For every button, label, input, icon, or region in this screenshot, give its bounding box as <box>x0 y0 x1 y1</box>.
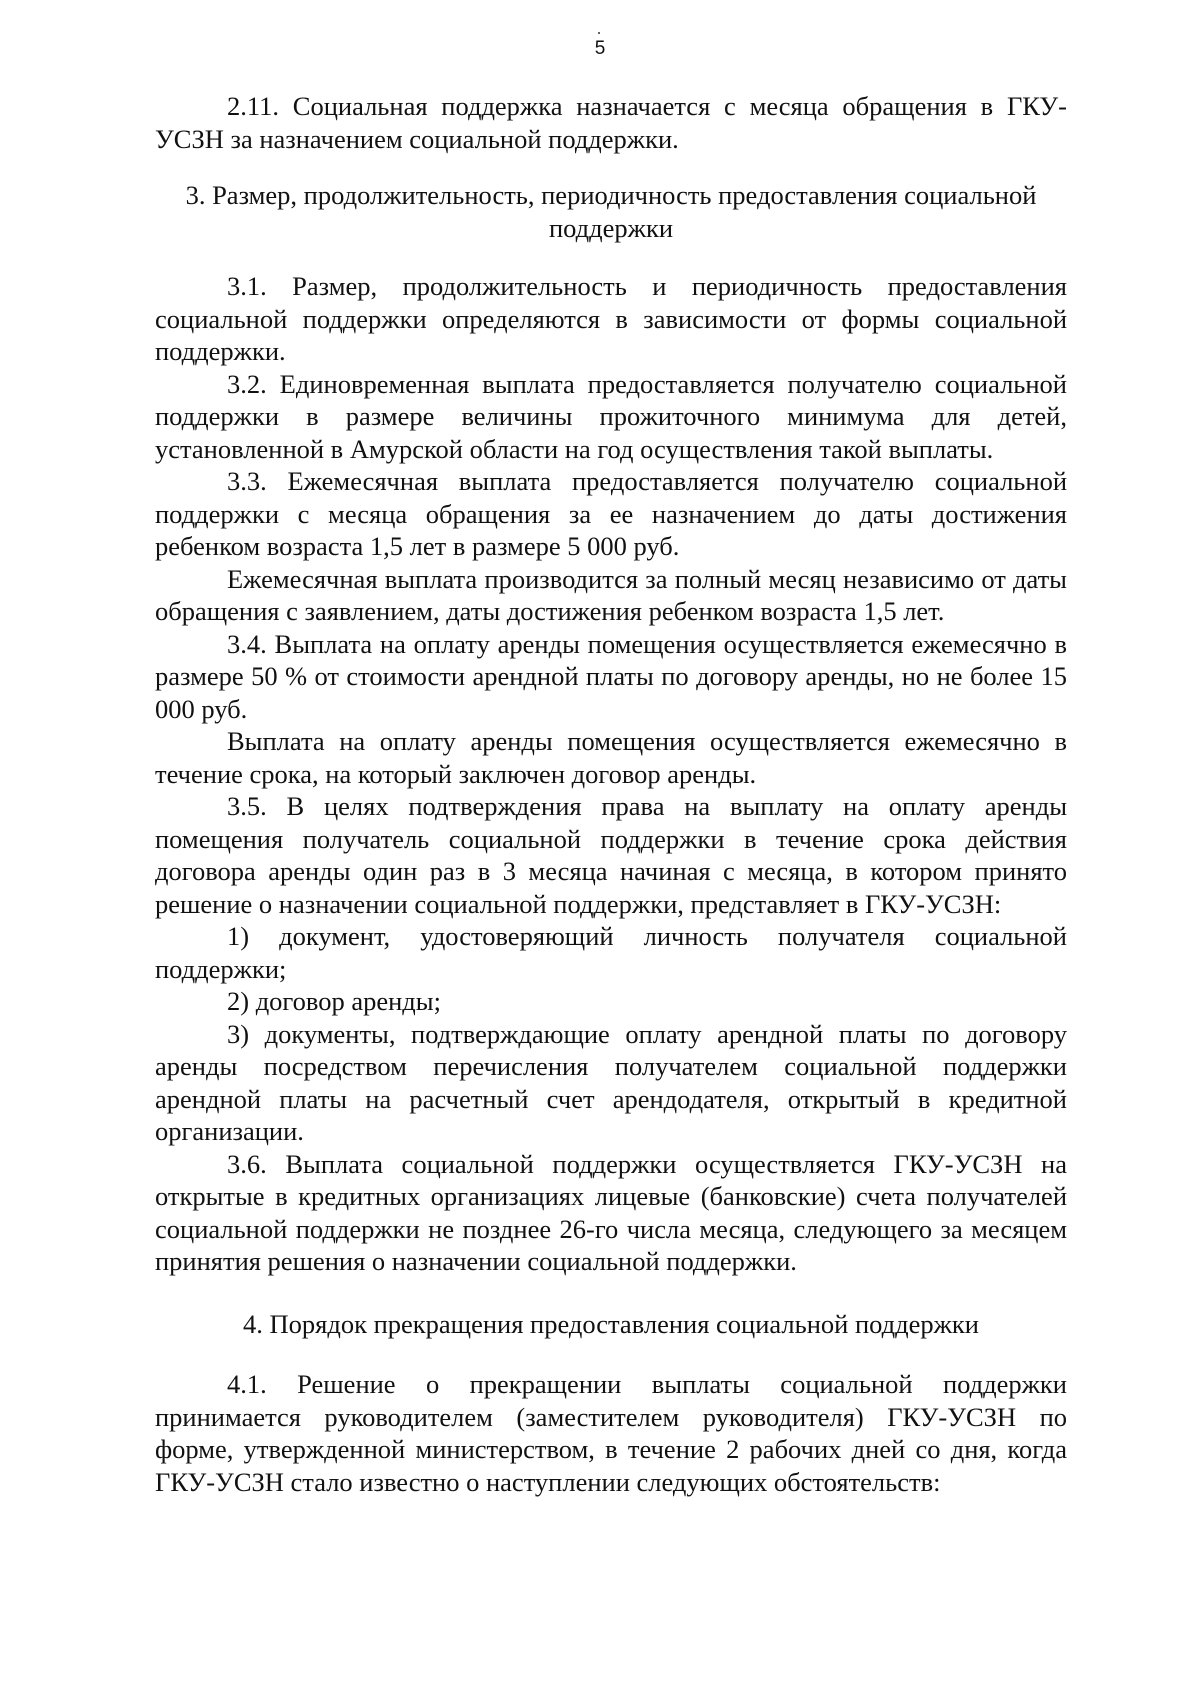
paragraph-3-6: 3.6. Выплата социальной поддержки осуществляется ГКУ-УСЗН на открытые в кредитных организациях лицевые (банковские) счета получателей социальной поддержки не позднее 26-го числа месяца, следующего за месяцем принятия решения о назначении социальной поддержки. <box>155 1148 1067 1276</box>
paragraph-3-5: 3.5. В целях подтверждения права на выплату на оплату аренды помещения получатель социальной поддержки в течение срока действия договора аренды один раз в 3 месяца начиная с месяца, в котором принято решение о назначении социальной поддержки, представляет в ГКУ-УСЗН: <box>155 791 1067 919</box>
paragraph-3-3: 3.3. Ежемесячная выплата предоставляется получателю социальной поддержки с месяца обращения за ее назначением до даты достижения ребенком возраста 1,5 лет в размере 5 000 руб. <box>155 466 1067 561</box>
paragraph-3-4-continued: Выплата на оплату аренды помещения осуществляется ежемесячно в течение срока, на который заключен договор аренды. <box>155 726 1067 789</box>
paragraph-3-4: 3.4. Выплата на оплату аренды помещения осуществляется ежемесячно в размере 50 % от стоимости арендной платы по договору аренды, но не более 15 000 руб. <box>155 628 1067 724</box>
paragraph-3-1: 3.1. Размер, продолжительность и периодичность предоставления социальной поддержки определяются в зависимости от формы социальной поддержки. <box>155 271 1067 366</box>
paragraph-3-2: 3.2. Единовременная выплата предоставляется получателю социальной поддержки в размере величины прожиточного минимума для детей, установленной в Амурской области на год осуществления такой выплаты. <box>155 368 1067 464</box>
section-heading-4: 4. Порядок прекращения предоставления социальной поддержки <box>243 1308 979 1339</box>
document-body <box>155 90 1067 1498</box>
paragraph-3-3-continued: Ежемесячная выплата производится за полный месяц независимо от даты обращения с заявлением, даты достижения ребенком возраста 1,5 лет. <box>155 563 1067 626</box>
list-item-3-5-2: 2) договор аренды; <box>227 986 441 1016</box>
section-heading-3: 3. Размер, продолжительность, периодичность предоставления социальной поддержки <box>185 180 1037 243</box>
paragraph-4-1: 4.1. Решение о прекращении выплаты социальной поддержки принимается руководителем (заместителем руководителя) ГКУ-УСЗН по форме, утвержденной министерством, в течение 2 рабочих дней со дня, когда ГКУ-УСЗН стало известно о наступлении следующих обстоятельств: <box>155 1369 1067 1497</box>
list-item-3-5-3: 3) документы, подтверждающие оплату арендной платы по договору аренды посредством перечисления получателем социальной поддержки арендной платы на расчетный счет арендодателя, открытый в кредитной организации. <box>155 1018 1067 1146</box>
scan-speck <box>598 32 600 34</box>
list-item-3-5-1: 1) документ, удостоверяющий личность получателя социальной поддержки; <box>155 921 1067 984</box>
page-number: 5 <box>594 38 606 59</box>
paragraph-2-11: 2.11. Социальная поддержка назначается с месяца обращения в ГКУ-УСЗН за назначением социальной поддержки. <box>155 91 1067 154</box>
